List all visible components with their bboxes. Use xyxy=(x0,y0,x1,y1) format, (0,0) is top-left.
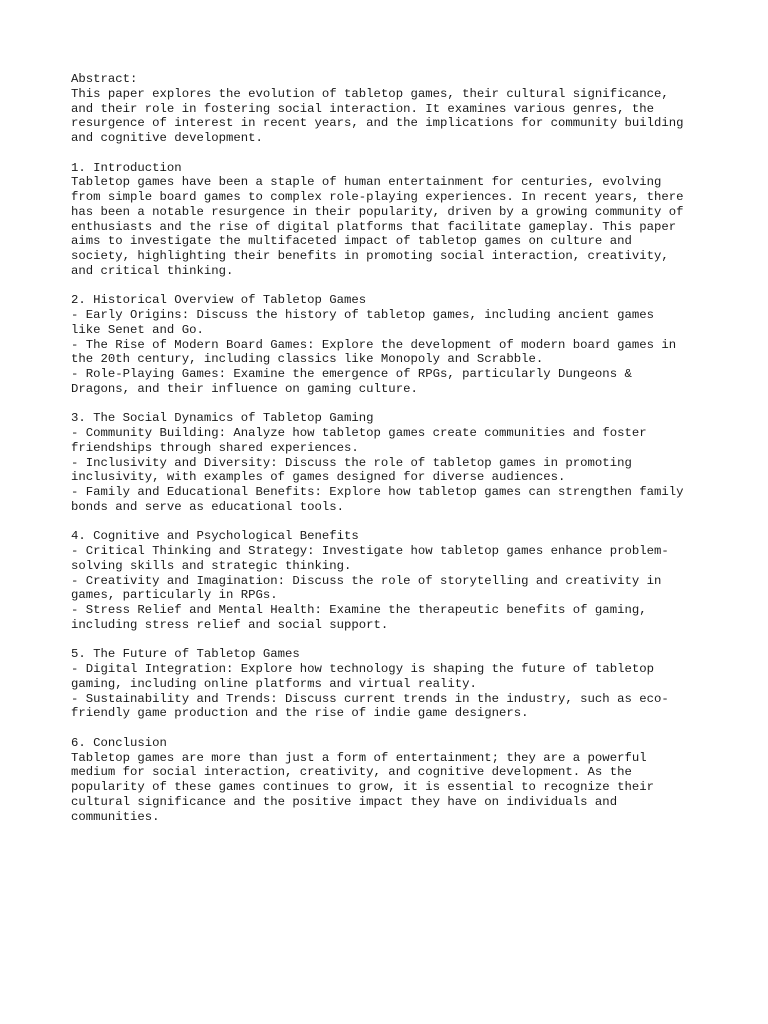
body-line: and their role in fostering social interaction. It examines various genres, the xyxy=(71,101,654,116)
body-line: - Creativity and Imagination: Discuss the role of storytelling and creativity in xyxy=(71,573,662,588)
body-line: has been a notable resurgence in their popularity, driven by a growing community of xyxy=(71,204,684,219)
body-line: and critical thinking. xyxy=(71,263,234,278)
document-page xyxy=(71,72,711,839)
section-cognitive-benefits xyxy=(71,529,711,632)
body-line: resurgence of interest in recent years, and the implications for community building xyxy=(71,116,684,131)
section-heading: 6. Conclusion xyxy=(71,735,167,750)
body-line: - Sustainability and Trends: Discuss current trends in the industry, such as eco- xyxy=(71,691,669,706)
body-line: the 20th century, including classics like Monopoly and Scrabble. xyxy=(71,352,544,367)
section-heading: 1. Introduction xyxy=(71,160,182,175)
body-line: popularity of these games continues to grow, it is essential to recognize their xyxy=(71,780,654,794)
section-future xyxy=(71,647,711,721)
body-line: friendships through shared experiences. xyxy=(71,440,359,455)
body-line: from simple board games to complex role-playing experiences. In recent years, there xyxy=(71,190,684,204)
body-line: - The Rise of Modern Board Games: Explore the development of modern board games in xyxy=(71,337,677,352)
section-historical-overview xyxy=(71,293,711,396)
body-line: and cognitive development. xyxy=(71,131,263,145)
body-line: like Senet and Go. xyxy=(71,322,204,337)
body-line: - Digital Integration: Explore how technology is shaping the future of tabletop xyxy=(71,662,654,676)
body-line: enthusiasts and the rise of digital platforms that facilitate gameplay. This paper xyxy=(71,219,677,234)
body-line: - Early Origins: Discuss the history of tabletop games, including ancient games xyxy=(71,308,654,322)
body-line: - Stress Relief and Mental Health: Examine the therapeutic benefits of gaming, xyxy=(71,603,647,617)
body-line: - Role-Playing Games: Examine the emergence of RPGs, particularly Dungeons & xyxy=(71,367,632,381)
body-line: inclusivity, with examples of games designed for diverse audiences. xyxy=(71,470,566,485)
body-line: cultural significance and the positive impact they have on individuals and xyxy=(71,794,618,809)
body-line: Tabletop games have been a staple of human entertainment for centuries, evolving xyxy=(71,175,662,190)
section-abstract xyxy=(71,72,711,146)
section-heading: 4. Cognitive and Psychological Benefits xyxy=(71,529,359,544)
body-line: friendly game production and the rise of indie game designers. xyxy=(71,706,529,721)
section-social-dynamics xyxy=(71,411,711,514)
body-line: solving skills and strategic thinking. xyxy=(71,558,352,573)
body-line: - Family and Educational Benefits: Explore how tabletop games can strengthen family xyxy=(71,485,684,499)
body-line: games, particularly in RPGs. xyxy=(71,588,278,603)
body-line: gaming, including online platforms and virtual reality. xyxy=(71,676,477,691)
body-line: communities. xyxy=(71,809,160,824)
body-line: - Inclusivity and Diversity: Discuss the role of tabletop games in promoting xyxy=(71,455,632,470)
section-heading: 5. The Future of Tabletop Games xyxy=(71,647,300,662)
section-heading: Abstract: xyxy=(71,72,138,86)
body-line: medium for social interaction, creativity, and cognitive development. As the xyxy=(71,765,632,780)
body-line: including stress relief and social support. xyxy=(71,617,389,632)
body-line: Tabletop games are more than just a form of entertainment; they are a powerful xyxy=(71,750,647,765)
body-line: society, highlighting their benefits in promoting social interaction, creativity, xyxy=(71,249,669,263)
body-line: This paper explores the evolution of tabletop games, their cultural significance, xyxy=(71,86,669,101)
body-line: aims to investigate the multifaceted impact of tabletop games on culture and xyxy=(71,234,632,249)
body-line: Dragons, and their influence on gaming culture. xyxy=(71,381,418,396)
section-introduction xyxy=(71,161,711,279)
body-line: bonds and serve as educational tools. xyxy=(71,499,345,514)
section-conclusion xyxy=(71,736,711,825)
section-heading: 3. The Social Dynamics of Tabletop Gaming xyxy=(71,411,374,426)
section-heading: 2. Historical Overview of Tabletop Games xyxy=(71,293,367,308)
body-line: - Community Building: Analyze how tabletop games create communities and foster xyxy=(71,426,647,440)
body-line: - Critical Thinking and Strategy: Investigate how tabletop games enhance problem- xyxy=(71,544,669,558)
